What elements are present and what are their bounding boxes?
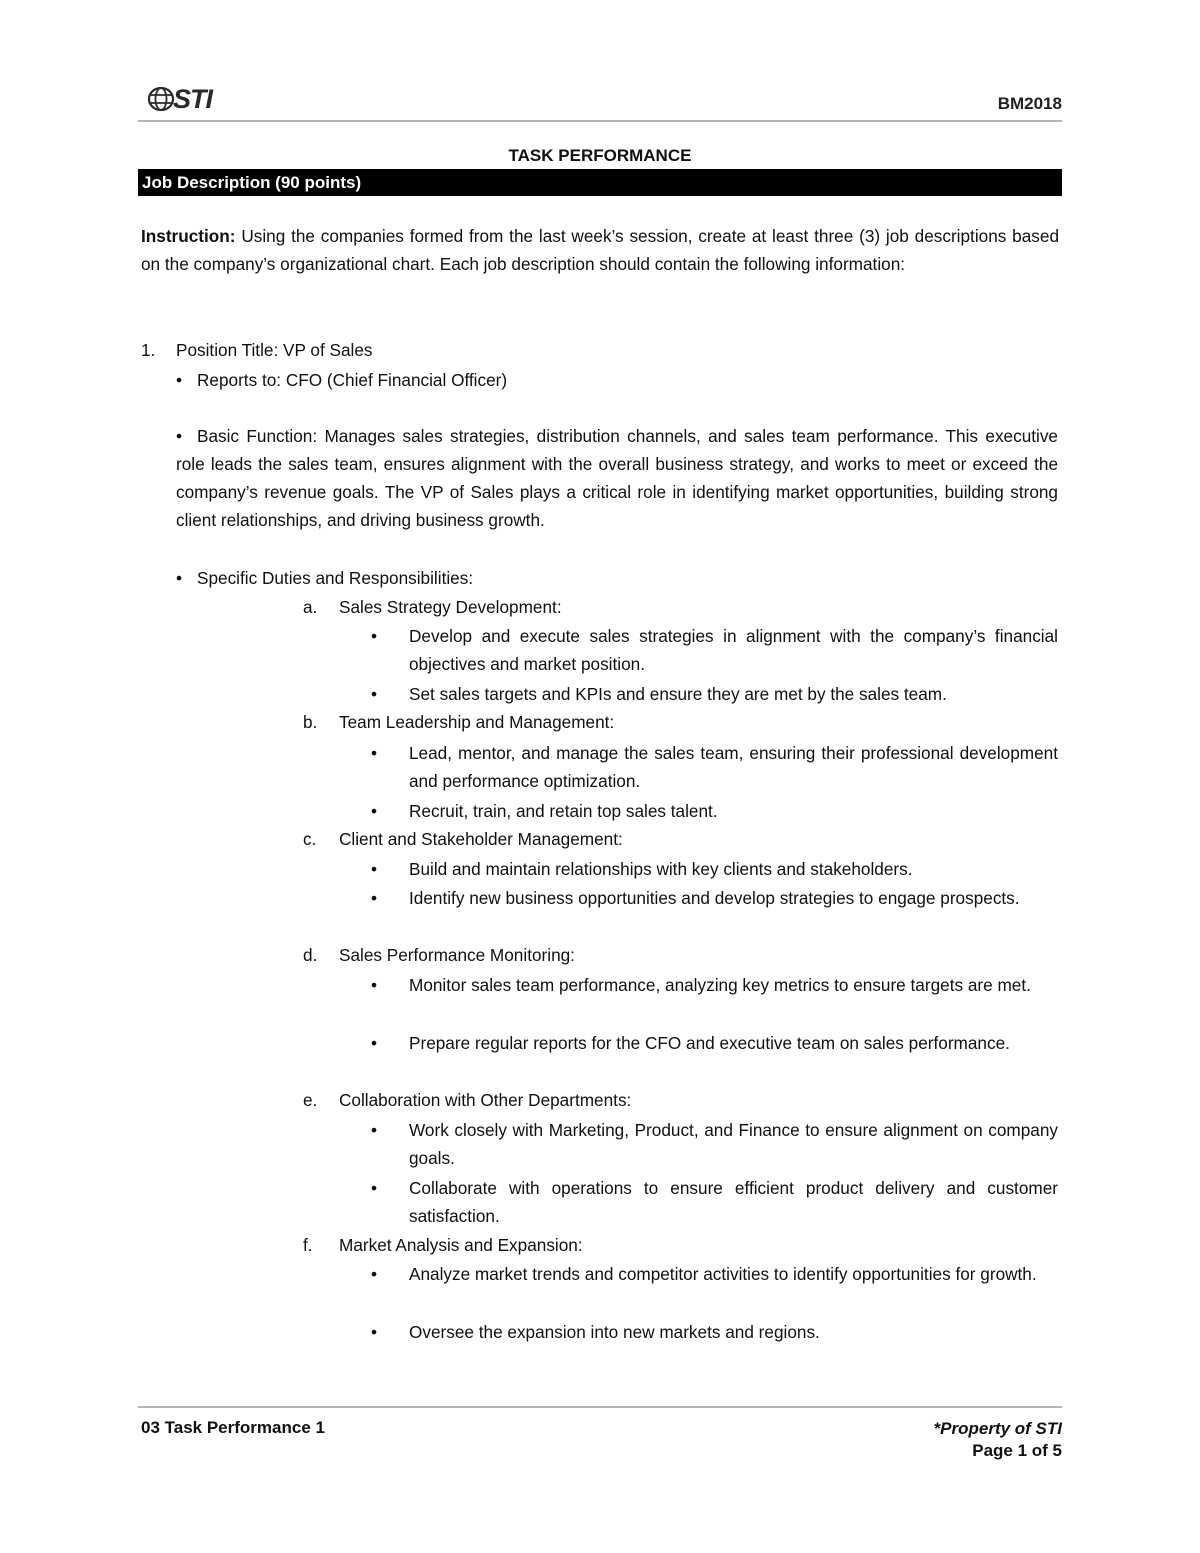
duty-heading: Collaboration with Other Departments: (339, 1090, 632, 1110)
duty-heading: Sales Performance Monitoring: (339, 945, 575, 965)
bullet-icon: • (176, 426, 183, 446)
duty-heading: Market Analysis and Expansion: (339, 1235, 583, 1255)
duty-item: Work closely with Marketing, Product, and Finance to ensure alignment on company goals. (409, 1120, 1058, 1168)
bullet-icon: • (371, 626, 378, 646)
position-title: Position Title: VP of Sales (176, 340, 373, 360)
duty-item: Analyze market trends and competitor activities to identify opportunities for growth. (409, 1264, 1037, 1284)
bullet-icon: • (176, 568, 183, 588)
duty-item: Oversee the expansion into new markets and regions. (409, 1322, 820, 1342)
bullet-icon: • (371, 801, 378, 821)
sti-logo (146, 84, 212, 114)
document-code: BM2018 (997, 94, 1062, 113)
duty-letter: b. (303, 712, 318, 732)
footer-right (934, 1418, 1062, 1462)
duty-letter: e. (303, 1090, 318, 1110)
bullet-icon: • (371, 1322, 378, 1342)
bullet-icon: • (371, 975, 378, 995)
duty-item: Lead, mentor, and manage the sales team, ensuring their professional development and performance optimization. (409, 743, 1058, 791)
bullet-icon: • (371, 1264, 378, 1284)
duty-item: Develop and execute sales strategies in alignment with the company’s financial objectives and market position. (409, 626, 1058, 674)
logo-text: STI (173, 83, 213, 114)
header-divider (138, 120, 1062, 122)
duty-item: Identify new business opportunities and develop strategies to engage prospects. (409, 888, 1020, 908)
globe-icon (146, 86, 176, 112)
duty-letter: f. (303, 1235, 313, 1255)
reports-to: Reports to: CFO (Chief Financial Officer) (197, 370, 508, 390)
footer-property: *Property of STI (933, 1419, 1062, 1438)
bullet-icon: • (176, 370, 183, 390)
duty-item: Set sales targets and KPIs and ensure they are met by the sales team. (409, 684, 947, 704)
duty-heading: Team Leadership and Management: (339, 712, 615, 732)
duty-item: Build and maintain relationships with key clients and stakeholders. (409, 859, 913, 879)
duty-heading: Sales Strategy Development: (339, 597, 562, 617)
footer-divider (138, 1406, 1062, 1408)
duty-heading: Client and Stakeholder Management: (339, 829, 623, 849)
bullet-icon: • (371, 859, 378, 879)
bullet-icon: • (371, 1120, 378, 1140)
basic-function: Basic Function: Manages sales strategies, distribution channels, and sales team performance. This executive role leads the sales team, ensures alignment with the overall business strategy, and works to meet or exceed the company’s revenue goals. The VP of Sales plays a critical role in identifying market opportunities, building strong client relationships, and driving business growth. (176, 426, 1058, 530)
duty-letter: c. (303, 829, 317, 849)
footer-document-name: 03 Task Performance 1 (141, 1418, 325, 1437)
section-heading-bar: Job Description (90 points) (138, 169, 1062, 196)
bullet-icon: • (371, 888, 378, 908)
duty-item: Recruit, train, and retain top sales talent. (409, 801, 718, 821)
instruction-text: Using the companies formed from the last week’s session, create at least three (3) job descriptions based on the company’s organizational chart. Each job description should contain the following information: (141, 226, 1059, 274)
instruction-paragraph (141, 222, 1059, 278)
page-number: Page 1 of 5 (972, 1441, 1062, 1460)
document-title: TASK PERFORMANCE (508, 146, 692, 165)
list-number: 1. (141, 340, 156, 360)
duties-heading: Specific Duties and Responsibilities: (197, 568, 474, 588)
bullet-icon: • (371, 684, 378, 704)
duty-letter: d. (303, 945, 318, 965)
bullet-icon: • (371, 1178, 378, 1198)
duty-item: Prepare regular reports for the CFO and executive team on sales performance. (409, 1033, 1010, 1053)
duty-item: Monitor sales team performance, analyzing key metrics to ensure targets are met. (409, 975, 1031, 995)
bullet-icon: • (371, 743, 378, 763)
duty-letter: a. (303, 597, 318, 617)
instruction-label: Instruction: (141, 226, 236, 246)
duty-item: Collaborate with operations to ensure efficient product delivery and customer satisfaction. (409, 1178, 1058, 1226)
bullet-icon: • (371, 1033, 378, 1053)
